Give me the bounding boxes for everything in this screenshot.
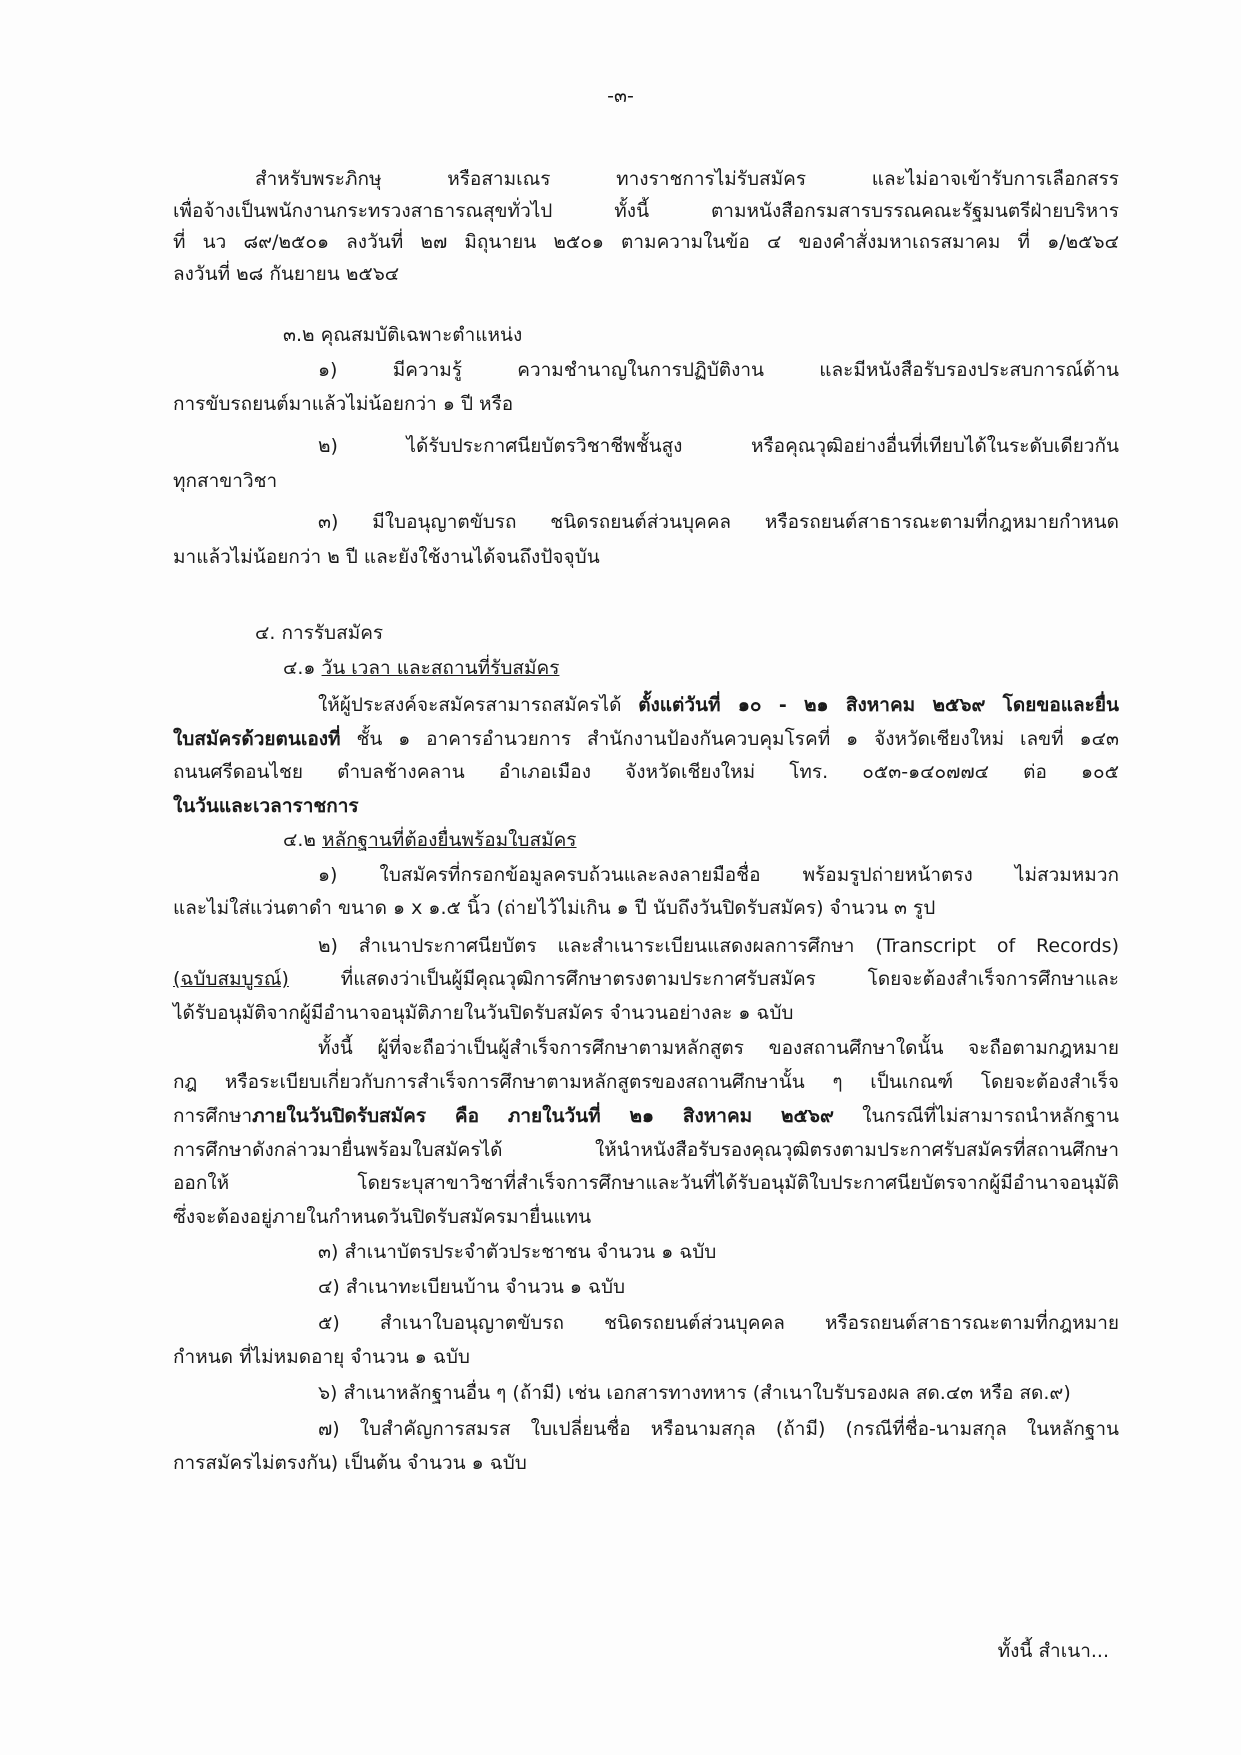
- graduation-note-prefix: การศึกษา: [173, 1105, 253, 1127]
- monk-clause-line-2: เพื่อจ้างเป็นพนักงานกระทรวงสาธารณสุขทั่วไป ทั้งนี้ ตามหนังสือกรมสารบรรณคณะรัฐมนตรีฝ่ายบริหาร: [173, 200, 1119, 222]
- section-4-2-title: หลักฐานที่ต้องยื่นพร้อมใบสมัคร: [321, 829, 577, 851]
- application-period-line-1: [318, 691, 1119, 721]
- section-4-heading: ๔. การรับสมัคร: [255, 622, 384, 644]
- document-2-line-1: ๒) สำเนาประกาศนียบัตร และสำเนาระเบียนแสดงผลการศึกษา (Transcript of Records): [318, 935, 1119, 957]
- section-4-2-heading: [283, 826, 577, 856]
- monk-clause-line-4: ลงวันที่ ๒๘ กันยายน ๒๕๖๔: [173, 263, 400, 285]
- application-period-line-2: [173, 725, 1119, 755]
- qualification-1-line-2: การขับรถยนต์มาแล้วไม่น้อยกว่า ๑ ปี หรือ: [173, 393, 514, 415]
- qualification-3-line-2: มาแล้วไม่น้อยกว่า ๒ ปี และยังใช้งานได้จนถึงปัจจุบัน: [173, 546, 600, 568]
- section-4-1-number: ๔.๑: [283, 657, 322, 679]
- document-5-line-1: ๕) สำเนาใบอนุญาตขับรถ ชนิดรถยนต์ส่วนบุคคล หรือรถยนต์สาธารณะตามที่กฎหมาย: [318, 1312, 1119, 1334]
- graduation-note-line-6: ซึ่งจะต้องอยู่ภายในกำหนดวันปิดรับสมัครมายื่นแทน: [173, 1206, 592, 1228]
- document-3: ๓) สำเนาบัตรประจำตัวประชาชน จำนวน ๑ ฉบับ: [318, 1241, 717, 1263]
- document-1-line-1: ๑) ใบสมัครที่กรอกข้อมูลครบถ้วนและลงลายมือชื่อ พร้อมรูปถ่ายหน้าตรง ไม่สวมหมวก: [318, 864, 1119, 886]
- document-7-line-2: การสมัครไม่ตรงกัน) เป็นต้น จำนวน ๑ ฉบับ: [173, 1452, 527, 1474]
- document-1-line-2: และไม่ใส่แว่นตาดำ ขนาด ๑ x ๑.๕ นิ้ว (ถ่ายไว้ไม่เกิน ๑ ปี นับถึงวันปิดรับสมัคร) จำนวน ๓ รูป: [173, 897, 936, 919]
- qualification-1-line-1: ๑) มีความรู้ ความชำนาญในการปฏิบัติงาน และมีหนังสือรับรองประสบการณ์ด้าน: [318, 359, 1119, 381]
- document-5-line-2: กำหนด ที่ไม่หมดอายุ จำนวน ๑ ฉบับ: [173, 1346, 470, 1368]
- application-in-person: ใบสมัครด้วยตนเองที่: [173, 728, 341, 750]
- graduation-deadline: ภายในวันปิดรับสมัคร คือ ภายในวันที่ ๒๑ สิงหาคม ๒๕๖๙: [252, 1105, 834, 1127]
- section-4-2-number: ๔.๒: [283, 829, 322, 851]
- document-2-line-3: ได้รับอนุมัติจากผู้มีอำนาจอนุมัติภายในวันปิดรับสมัคร จำนวนอย่างละ ๑ ฉบับ: [173, 1002, 794, 1024]
- page-number: -๓-: [607, 85, 634, 107]
- application-period-dates: ตั้งแต่วันที่ ๑๐ - ๒๑ สิงหาคม ๒๕๖๙ โดยขอและยื่น: [638, 694, 1119, 716]
- graduation-note-line-3: [173, 1102, 1119, 1132]
- graduation-note-line-5: ออกให้ โดยระบุสาขาวิชาที่สำเร็จการศึกษาและวันที่ได้รับอนุมัติใบประกาศนียบัตรจากผู้มีอำนาจอนุมัติ: [173, 1172, 1119, 1194]
- document-4: ๔) สำเนาทะเบียนบ้าน จำนวน ๑ ฉบับ: [318, 1276, 626, 1298]
- section-4-1-title: วัน เวลา และสถานที่รับสมัคร: [321, 657, 560, 679]
- document-2-line-2-rest: ที่แสดงว่าเป็นผู้มีคุณวุฒิการศึกษาตรงตามประกาศรับสมัคร โดยจะต้องสำเร็จการศึกษาและ: [288, 968, 1119, 990]
- qualification-2-line-1: ๒) ได้รับประกาศนียบัตรวิชาชีพชั้นสูง หรือคุณวุฒิอย่างอื่นที่เทียบได้ในระดับเดียวกัน: [318, 435, 1119, 457]
- footer-continuation: ทั้งนี้ สำเนา...: [997, 1640, 1109, 1662]
- graduation-note-line-4: การศึกษาดังกล่าวมายื่นพร้อมใบสมัครได้ ให้นำหนังสือรับรองคุณวุฒิตรงตามประกาศรับสมัครที่สถานศึกษา: [173, 1139, 1119, 1161]
- application-location: ชั้น ๑ อาคารอำนวยการ สำนักงานป้องกันควบคุมโรคที่ ๑ จังหวัดเชียงใหม่ เลขที่ ๑๔๓: [340, 728, 1119, 750]
- monk-clause-line-1: สำหรับพระภิกษุ หรือสามเณร ทางราชการไม่รับสมัคร และไม่อาจเข้ารับการเลือกสรร: [255, 168, 1119, 190]
- section-4-1-heading: [283, 654, 559, 684]
- office-hours-line: ในวันและเวลาราชการ: [173, 795, 359, 817]
- application-period-intro: ให้ผู้ประสงค์จะสมัครสามารถสมัครได้: [318, 694, 639, 716]
- section-3-2-heading: ๓.๒ คุณสมบัติเฉพาะตำแหน่ง: [283, 324, 523, 346]
- graduation-note-line-2: กฎ หรือระเบียบเกี่ยวกับการสำเร็จการศึกษาตามหลักสูตรของสถานศึกษานั้น ๆ เป็นเกณฑ์ โดยจะต้องสำเร็จ: [173, 1071, 1119, 1093]
- document-7-line-1: ๗) ใบสำคัญการสมรส ใบเปลี่ยนชื่อ หรือนามสกุล (ถ้ามี) (กรณีที่ชื่อ-นามสกุล ในหลักฐาน: [318, 1418, 1119, 1440]
- complete-version-note: (ฉบับสมบูรณ์): [173, 968, 289, 990]
- graduation-note-line-1: ทั้งนี้ ผู้ที่จะถือว่าเป็นผู้สำเร็จการศึกษาตามหลักสูตร ของสถานศึกษาใดนั้น จะถือตามกฎหมาย: [318, 1037, 1119, 1059]
- graduation-note-suffix: ในกรณีที่ไม่สามารถนำหลักฐาน: [833, 1105, 1120, 1127]
- monk-clause-line-3: ที่ นว ๘๙/๒๕๐๑ ลงวันที่ ๒๗ มิถุนายน ๒๕๐๑ ตามความในข้อ ๔ ของคำสั่งมหาเถรสมาคม ที่ ๑/๒๕๖๔: [173, 231, 1119, 253]
- application-address-line: ถนนศรีดอนไชย ตำบลช้างคลาน อำเภอเมือง จังหวัดเชียงใหม่ โทร. ๐๕๓-๑๔๐๗๗๔ ต่อ ๑๐๕: [173, 761, 1119, 783]
- document-6: ๖) สำเนาหลักฐานอื่น ๆ (ถ้ามี) เช่น เอกสารทางทหาร (สำเนาใบรับรองผล สด.๔๓ หรือ สด.๙): [318, 1382, 1071, 1404]
- qualification-3-line-1: ๓) มีใบอนุญาตขับรถ ชนิดรถยนต์ส่วนบุคคล หรือรถยนต์สาธารณะตามที่กฎหมายกำหนด: [318, 511, 1119, 533]
- document-2-line-2: [173, 965, 1119, 995]
- qualification-2-line-2: ทุกสาขาวิชา: [173, 470, 278, 492]
